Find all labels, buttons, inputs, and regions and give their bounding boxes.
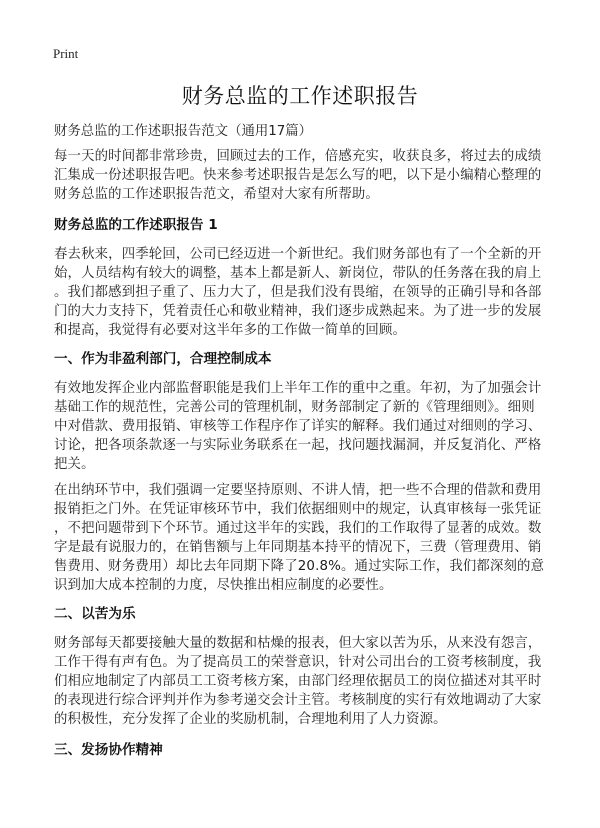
paragraph-line: 始，人员结构有较大的调整，基本上都是新人、新岗位，带队的任务落在我的肩上 [54,266,542,281]
part1-paragraph-2 [54,481,554,595]
paragraph-line: 和提高，我觉得有必要对这半年多的工作做一简单的回顾。 [54,323,407,338]
part2-paragraph-1 [54,634,554,729]
paragraph-line: 汇集成一份述职报告吧。快来参考述职报告是怎么写的吧，以下是小编精心整理的 [54,168,542,183]
paragraph-line: 在出纳环节中，我们强调一定要坚持原则、不讲人情，把一些不合理的借款和费用 [54,483,542,498]
paragraph-line: 。我们都感到担子重了、压力大了，但是我们没有畏缩，在领导的正确引导和各部 [54,285,542,300]
paragraph-line: 识到加大成本控制的力度，尽快推出相应制度的必要性。 [54,578,393,593]
paragraph-line: 基础工作的规范性，完善公司的管理机制，财务部制定了新的《管理细则》。细则 [54,400,535,415]
section-heading: 财务总监的工作述职报告 1 [54,217,218,233]
intro-paragraph [54,147,554,204]
opening-paragraph [54,245,554,340]
paragraph-line: 门的大力支持下，凭着责任心和敬业精神，我们逐步成熟起来。为了进一步的发展 [54,304,542,319]
paragraph-line: 的积极性，充分发挥了企业的奖励机制，合理地利用了人力资源。 [54,712,447,727]
paragraph-line: 中对借款、费用报销、审核等工作程序作了详实的解释。我们通过对细则的学习、 [54,419,542,434]
paragraph-line: 春去秋来，四季轮回，公司已经迈进一个新世纪。我们财务部也有了一个全新的开 [54,247,542,262]
paragraph-line: ，不把问题带到下个环节。通过这半年的实践，我们的工作取得了显著的成效。数 [54,521,542,536]
paragraph-line: 字是最有说服力的，在销售额与上年同期基本持平的情况下，三费（管理费用、销 [54,540,542,555]
paragraph-line: 报销拒之门外。在凭证审核环节中，我们依据细则中的规定，认真审核每一张凭证 [54,502,542,517]
paragraph-line: 每一天的时间都非常珍贵，回顾过去的工作，倍感充实，收获良多，将过去的成绩 [54,149,542,164]
paragraph-line: 工作干得有声有色。为了提高员工的荣誉意识，针对公司出台的工资考核制度，我 [54,655,542,670]
paragraph-line: 财务部每天都要接触大量的数据和枯燥的报表，但大家以苦为乐，从来没有怨言， [54,636,542,651]
print-label: Print [53,46,79,61]
part1-paragraph-1 [54,379,554,474]
paragraph-line: 讨论，把各项条款逐一与实际业务联系在一起，找问题找漏洞，并反复消化、严格 [54,438,542,453]
page-title: 财务总监的工作述职报告 [181,84,419,108]
paragraph-line: 们相应地制定了内部员工工资考核方案，由部门经理依据员工的岗位描述对其平时 [54,674,542,689]
part2-heading: 二、以苦为乐 [54,606,136,622]
part3-heading: 三、发扬协作精神 [54,742,163,758]
paragraph-line: 售费用、财务费用）却比去年同期下降了20.8%。通过实际工作，我们都深刻的意 [54,559,545,574]
paragraph-line: 有效地发挥企业内部监督职能是我们上半年工作的重中之重。年初，为了加强会计 [54,381,542,396]
document-subtitle: 财务总监的工作述职报告范文（通用17篇） [54,124,313,139]
paragraph-line: 财务总监的工作述职报告范文，希望对大家有所帮助。 [54,187,379,202]
paragraph-line: 把关。 [54,457,95,472]
paragraph-line: 的表现进行综合评判并作为参考递交会计主管。考核制度的实行有效地调动了大家 [54,693,542,708]
part1-heading: 一、作为非盈利部门，合理控制成本 [54,351,272,367]
